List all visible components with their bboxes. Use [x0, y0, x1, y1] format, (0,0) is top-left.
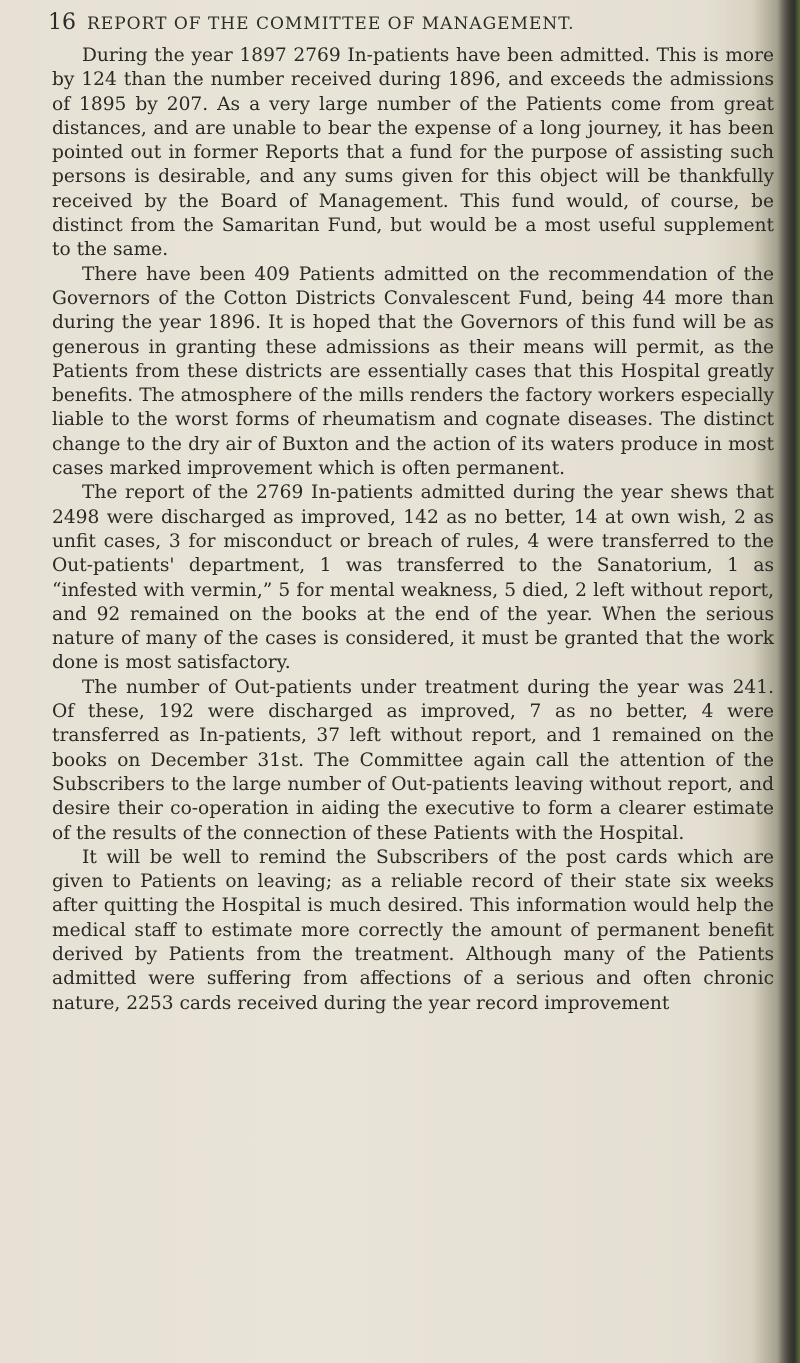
paragraph-admissions: During the year 1897 2769 In-patients have been admitted. This is more by 124 than the number received during 1896, and exceeds the admissions of 1895 by 207. As a very large number of the Patients come from great distances, and are unable to bear the expense of a long journey, it has been pointed out in former Reports that a fund for the purpose of assisting such persons is desirable, and any sums given for this object will be thankfully received by the Board of Management. This fund would, of course, be distinct from the Samaritan Fund, but would be a most useful supplement to the same. — [52, 45, 774, 261]
report-body — [52, 44, 774, 1016]
running-head: REPORT OF THE COMMITTEE OF MANAGEMENT. — [87, 14, 575, 34]
page-header — [48, 10, 768, 40]
paragraph-out-patients: The number of Out-patients under treatment during the year was 241. Of these, 192 were discharged as improved, 7 as no better, 4 were transferred as In-patients, 37 left without report, and 1 remained on the books on December 31st. The Committee again call the attention of the Subscribers to the large number of Out-patients leaving without report, and desire their co-operation in aiding the executive to form a clearer estimate of the results of the connection of these Patients with the Hospital. — [52, 676, 774, 844]
book-spine-shadow — [778, 0, 800, 1363]
paragraph-cotton-districts: There have been 409 Patients admitted on the recommendation of the Governors of the Cotton Districts Convalescent Fund, being 44 more than during the year 1896. It is hoped that the Governors of this fund will be as generous in granting these admissions as their means will permit, as the Patients from these districts are essentially cases that this Hospital greatly benefits. The atmosphere of the mills renders the factory workers especially liable to the worst forms of rheumatism and cognate diseases. The distinct change to the dry air of Buxton and the action of its waters produce in most cases marked improvement which is often permanent. — [52, 263, 774, 480]
paragraph-in-patient-report: The report of the 2769 In-patients admitted during the year shews that 2498 were discharged as improved, 142 as no better, 14 at own wish, 2 as unfit cases, 3 for misconduct or breach of rules, 4 were transferred to the Out-patients' department, 1 was transferred to the Sanatorium, 1 as “infested with vermin,” 5 for mental weakness, 5 died, 2 left without report, and 92 remained on the books at the end of the year. When the serious nature of many of the cases is considered, it must be granted that the work done is most satisfactory. — [52, 482, 774, 674]
page-number: 16 — [48, 10, 76, 35]
paragraph-post-cards: It will be well to remind the Subscribers of the post cards which are given to Patients on leaving; as a reliable record of their state six weeks after quitting the Hospital is much desired. This information would help the medical staff to estimate more correctly the amount of permanent benefit derived by Patients from the treatment. Although many of the Patients admitted were suffering from affections of a serious and often chronic nature, 2253 cards received during the year record improvement — [52, 846, 774, 1014]
